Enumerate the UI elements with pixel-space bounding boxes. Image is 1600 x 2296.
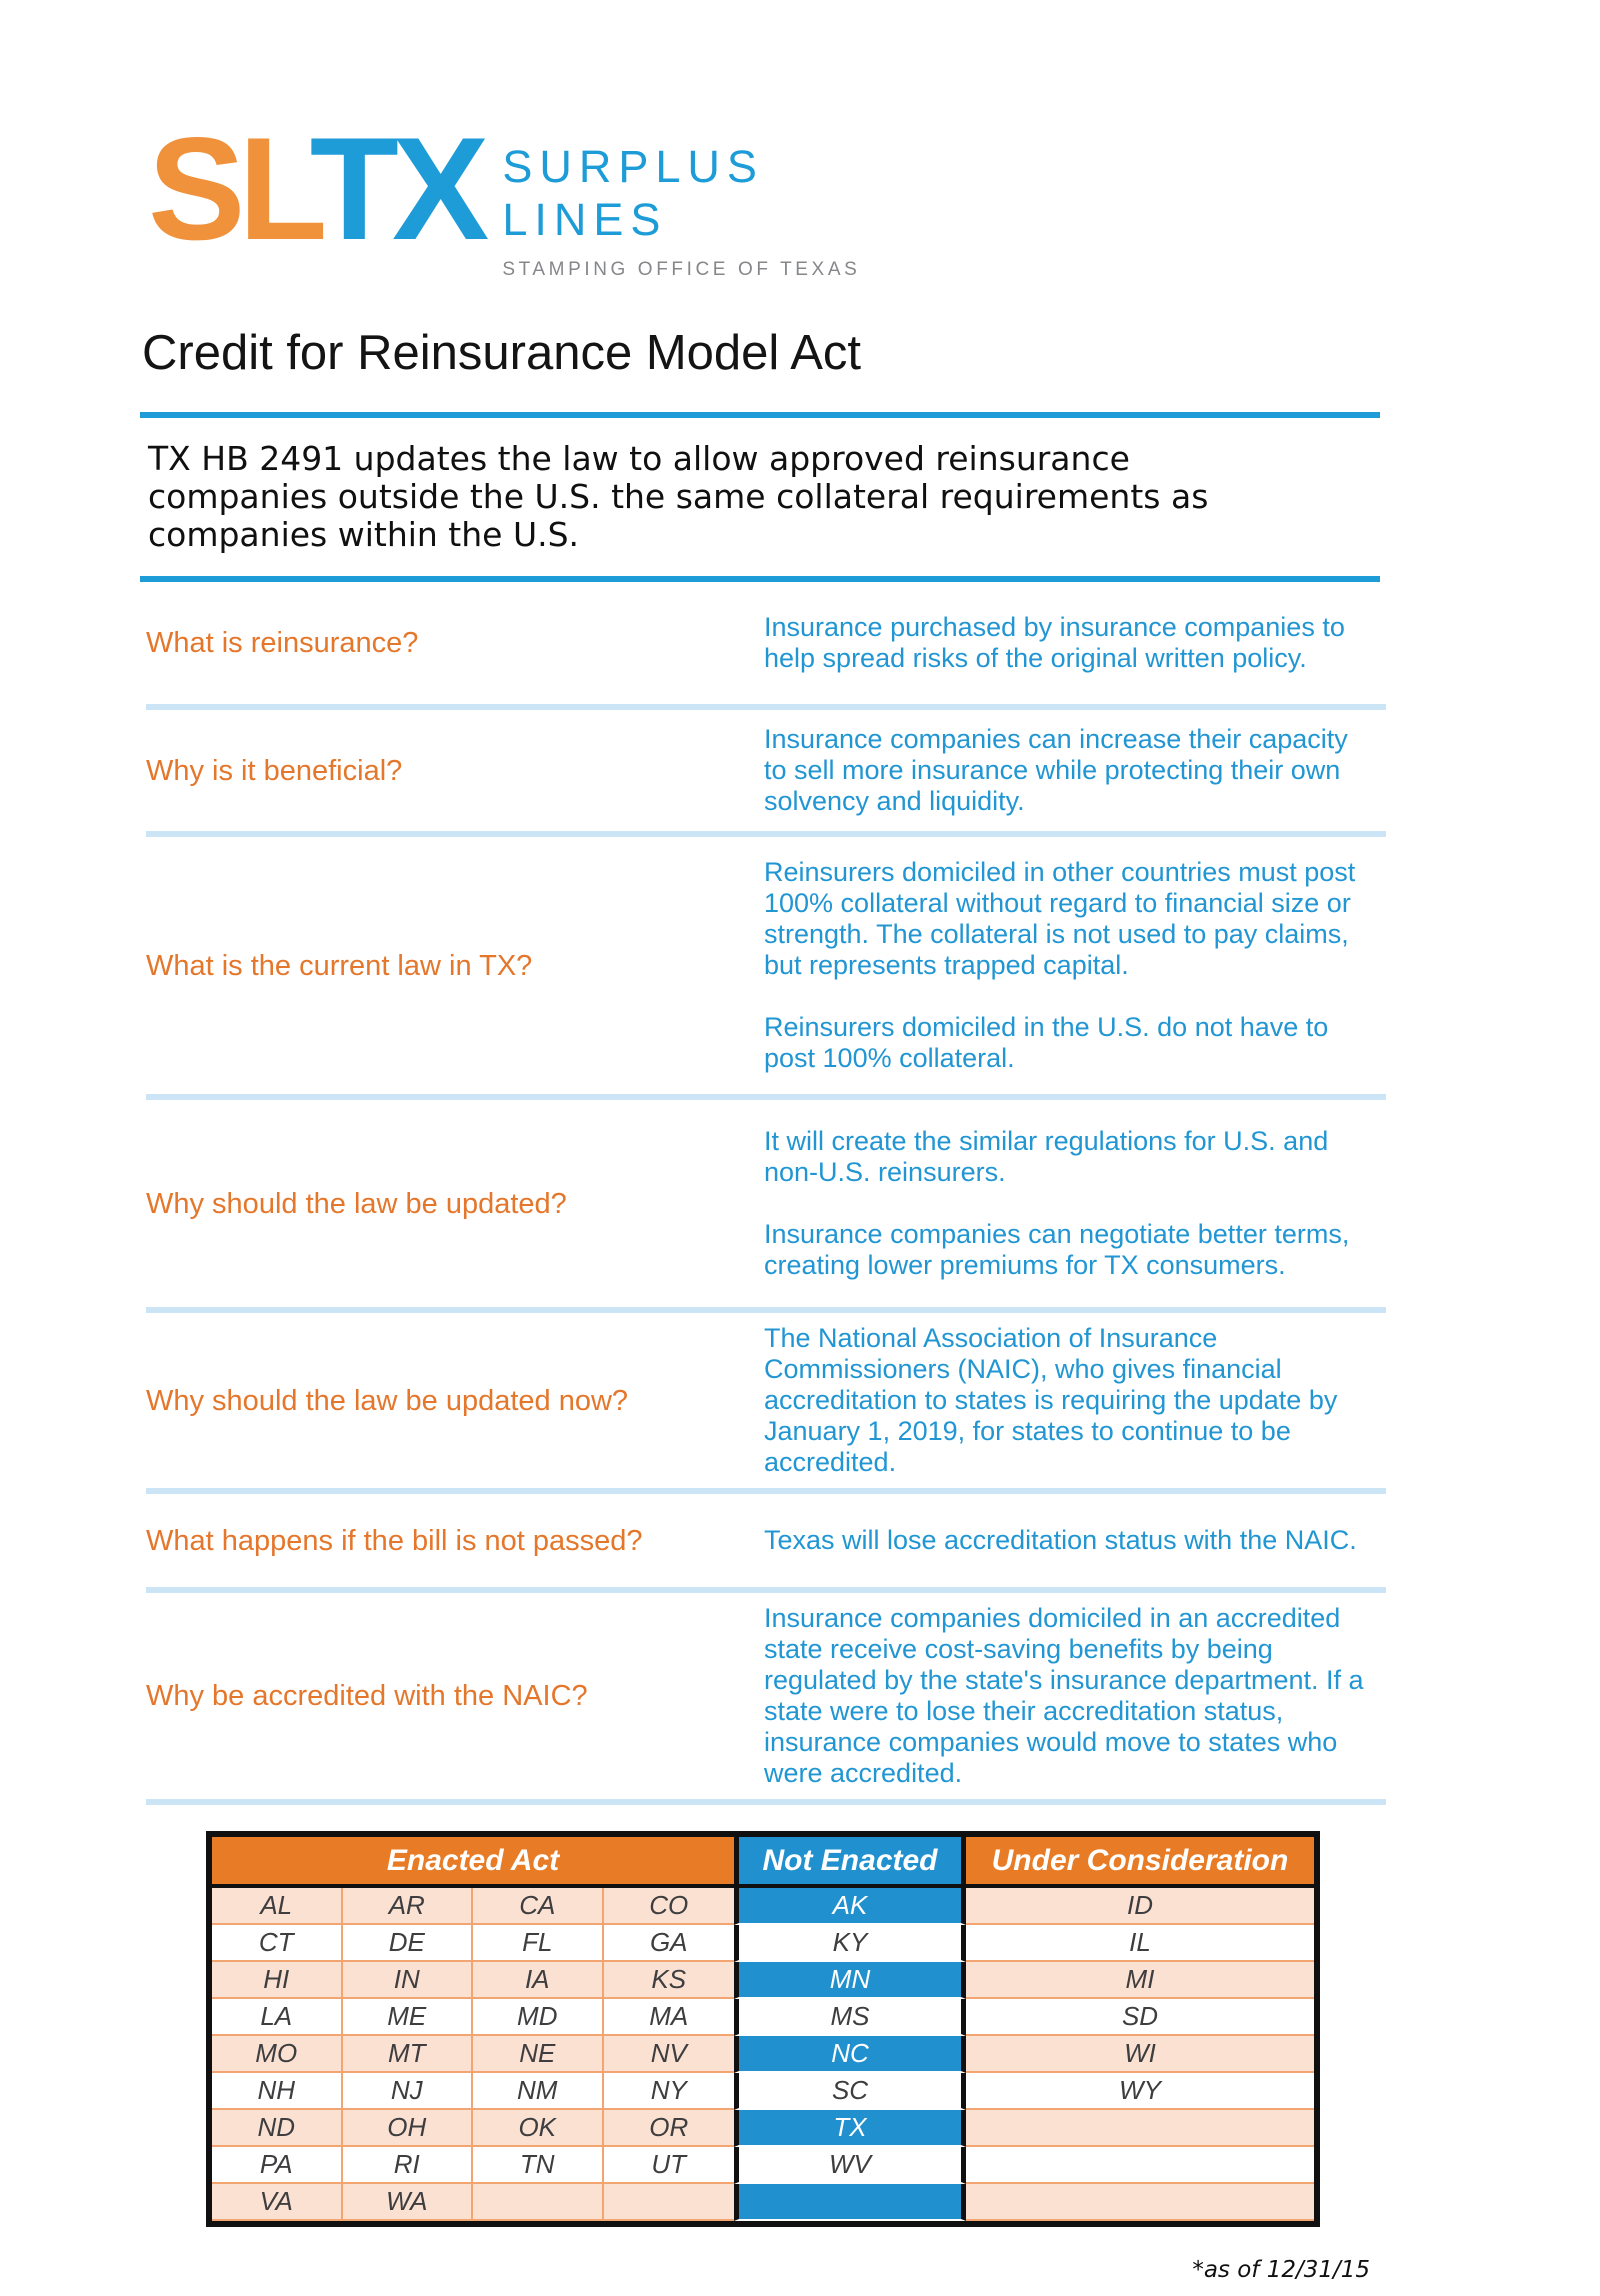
state-cell-enacted: IN: [343, 1962, 474, 1999]
state-cell-enacted: TN: [473, 2147, 604, 2184]
answer-paragraph: Texas will lose accreditation status with the NAIC.: [764, 1525, 1357, 1555]
state-cell-enacted: NJ: [343, 2073, 474, 2110]
state-cell-enacted: AL: [212, 1888, 343, 1925]
subtitle-line-3: companies within the U.S.: [148, 515, 580, 554]
footnote: *as of 12/31/15: [1192, 2257, 1370, 2283]
answer-text: [764, 1494, 1368, 1587]
sltx-logo: [148, 107, 1386, 280]
state-cell-enacted: MA: [604, 1999, 735, 2036]
states-table-row: [212, 2147, 1314, 2184]
answer-paragraph: Insurance companies domiciled in an accredited state receive cost-saving benefits by being regulated by the state's insurance department. If a state were to lose their accreditation status, insurance companies would move to states who were accredited.: [764, 1603, 1364, 1788]
header-not-enacted: Not Enacted: [734, 1837, 966, 1884]
states-table-row: [212, 2036, 1314, 2073]
state-cell-enacted: OR: [604, 2110, 735, 2147]
state-cell-enacted: IA: [473, 1962, 604, 1999]
question-text: What is the current law in TX?: [146, 949, 533, 982]
state-cell-enacted: VA: [212, 2184, 343, 2221]
qa-row: [146, 1593, 1386, 1805]
logo-sl-text: SL: [148, 107, 310, 270]
page-title: Credit for Reinsurance Model Act: [142, 326, 861, 380]
answer-paragraph: The National Association of Insurance Commissioners (NAIC), who gives financial accreditation to states is requiring the update by January 1, 2019, for states to continue to be accredited.: [764, 1323, 1338, 1477]
state-cell-enacted: ND: [212, 2110, 343, 2147]
qa-row: [146, 582, 1386, 710]
states-table: [206, 1831, 1320, 2227]
state-cell-not-enacted: KY: [734, 1925, 966, 1962]
states-table-header: [212, 1837, 1314, 1884]
state-cell-under-consideration: [966, 2184, 1314, 2221]
state-cell-enacted: [604, 2184, 735, 2221]
subtitle-line-1: TX HB 2491 updates the law to allow approved reinsurance: [148, 439, 1130, 478]
states-table-row: [212, 2184, 1314, 2221]
state-cell-not-enacted: NC: [734, 2036, 966, 2073]
sltx-logo-mark: [148, 107, 483, 270]
logo-tagline: STAMPING OFFICE OF TEXAS: [502, 259, 861, 280]
state-cell-enacted: WA: [343, 2184, 474, 2221]
state-cell-enacted: UT: [604, 2147, 735, 2184]
qa-row: [146, 710, 1386, 837]
answer-text: [764, 1593, 1368, 1799]
state-cell-under-consideration: [966, 2110, 1314, 2147]
answer-text: [764, 1313, 1368, 1488]
question-text: Why should the law be updated now?: [146, 1384, 629, 1417]
qa-row: [146, 837, 1386, 1100]
answer-paragraph: Insurance purchased by insurance companies to help spread risks of the original written policy.: [764, 612, 1345, 673]
state-cell-not-enacted: MN: [734, 1962, 966, 1999]
state-cell-enacted: KS: [604, 1962, 735, 1999]
question-text: Why should the law be updated?: [146, 1187, 567, 1220]
answer-paragraph: Insurance companies can negotiate better terms, creating lower premiums for TX consumers.: [764, 1219, 1350, 1280]
logo-word-surplus: SURPLUS: [502, 141, 764, 192]
state-cell-enacted: ME: [343, 1999, 474, 2036]
state-cell-enacted: NY: [604, 2073, 735, 2110]
state-cell-enacted: FL: [473, 1925, 604, 1962]
state-cell-enacted: MD: [473, 1999, 604, 2036]
state-cell-under-consideration: ID: [966, 1888, 1314, 1925]
state-cell-enacted: NH: [212, 2073, 343, 2110]
state-cell-enacted: PA: [212, 2147, 343, 2184]
states-table-row: [212, 2110, 1314, 2147]
states-table-row: [212, 1888, 1314, 1925]
state-cell-enacted: MT: [343, 2036, 474, 2073]
answer-text: [764, 1100, 1368, 1307]
state-cell-under-consideration: WY: [966, 2073, 1314, 2110]
state-cell-enacted: CO: [604, 1888, 735, 1925]
divider-rule-top: [140, 412, 1380, 418]
logo-word-lines: LINES: [502, 194, 668, 245]
subtitle: [148, 440, 1386, 554]
state-cell-under-consideration: SD: [966, 1999, 1314, 2036]
question-text: What is reinsurance?: [146, 627, 419, 659]
states-table-row: [212, 1999, 1314, 2036]
states-table-row: [212, 1925, 1314, 1962]
answer-paragraph: Insurance companies can increase their capacity to sell more insurance while protecting their own solvency and liquidity.: [764, 724, 1348, 816]
states-table-body: [212, 1884, 1314, 2221]
states-table-row: [212, 2073, 1314, 2110]
state-cell-under-consideration: MI: [966, 1962, 1314, 1999]
qa-row: [146, 1494, 1386, 1593]
state-cell-under-consideration: [966, 2147, 1314, 2184]
state-cell-enacted: CA: [473, 1888, 604, 1925]
state-cell-enacted: DE: [343, 1925, 474, 1962]
qa-row: [146, 1100, 1386, 1313]
state-cell-not-enacted: MS: [734, 1999, 966, 2036]
question-text: What happens if the bill is not passed?: [146, 1524, 643, 1557]
state-cell-enacted: RI: [343, 2147, 474, 2184]
state-cell-enacted: OK: [473, 2110, 604, 2147]
header-enacted-act: Enacted Act: [212, 1837, 734, 1884]
state-cell-enacted: NM: [473, 2073, 604, 2110]
state-cell-enacted: AR: [343, 1888, 474, 1925]
state-cell-enacted: NE: [473, 2036, 604, 2073]
answer-paragraph: Reinsurers domiciled in other countries must post 100% collateral without regard to financial size or strength. The collateral is not used to pay claims, but represents trapped capital.: [764, 857, 1356, 980]
logo-wordmark: [502, 128, 860, 281]
state-cell-not-enacted: WV: [734, 2147, 966, 2184]
state-cell-not-enacted: AK: [734, 1888, 966, 1925]
state-cell-enacted: [473, 2184, 604, 2221]
state-cell-under-consideration: WI: [966, 2036, 1314, 2073]
header-under-consideration: Under Consideration: [966, 1837, 1314, 1884]
states-table-row: [212, 1962, 1314, 1999]
state-cell-enacted: NV: [604, 2036, 735, 2073]
answer-text: [764, 710, 1368, 831]
subtitle-line-2: companies outside the U.S. the same collateral requirements as: [148, 477, 1209, 516]
state-cell-under-consideration: IL: [966, 1925, 1314, 1962]
qa-row: [146, 1313, 1386, 1494]
question-text: Why is it beneficial?: [146, 754, 403, 787]
state-cell-not-enacted: [734, 2184, 966, 2221]
state-cell-enacted: HI: [212, 1962, 343, 1999]
state-cell-enacted: CT: [212, 1925, 343, 1962]
question-text: Why be accredited with the NAIC?: [146, 1680, 588, 1712]
state-cell-enacted: GA: [604, 1925, 735, 1962]
qa-section: [146, 582, 1386, 1805]
logo-tx-text: TX: [309, 107, 483, 270]
state-cell-not-enacted: SC: [734, 2073, 966, 2110]
state-cell-not-enacted: TX: [734, 2110, 966, 2147]
state-cell-enacted: OH: [343, 2110, 474, 2147]
answer-text: [764, 582, 1368, 704]
answer-paragraph: It will create the similar regulations for U.S. and non-U.S. reinsurers.: [764, 1126, 1329, 1187]
answer-paragraph: Reinsurers domiciled in the U.S. do not have to post 100% collateral.: [764, 1012, 1329, 1073]
answer-text: [764, 837, 1368, 1094]
state-cell-enacted: MO: [212, 2036, 343, 2073]
state-cell-enacted: LA: [212, 1999, 343, 2036]
